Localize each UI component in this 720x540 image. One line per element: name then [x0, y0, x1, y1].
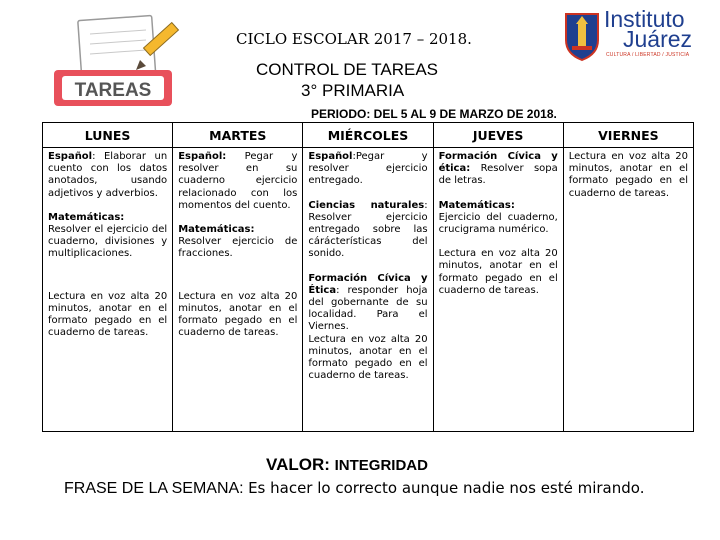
table-header-row [43, 123, 694, 148]
task-subject: Español [48, 151, 93, 162]
phrase-text: Es hacer lo correcto aunque nadie nos esté mirando. [248, 479, 645, 497]
task-text: : Resolver ejercicio entregado sobre las cárácterísticas del sonido. [308, 199, 428, 260]
task-text: Lectura en voz alta 20 minutos, anotar en el formato pegado en el cuaderno de tareas. [178, 290, 298, 339]
task-item [439, 248, 558, 297]
task-text: :Pegar y resolver ejercicio entregado. [308, 151, 428, 187]
cell-jueves [433, 148, 563, 432]
task-text: Resolver ejercicio de fracciones. [178, 236, 298, 260]
task-item [439, 200, 558, 237]
school-name-line2: Juárez [623, 26, 693, 52]
school-tagline: CULTURA / LIBERTAD / JUSTICIA [606, 52, 690, 58]
task-item [308, 334, 427, 383]
period-label: PERIODO: DEL 5 AL 9 DE MARZO DE 2018. [311, 107, 557, 121]
col-header-martes: MARTES [173, 123, 303, 148]
task-text: Pegar y resolver en su cuaderno ejercicio relacionado con los momentos del cuento. [178, 151, 298, 211]
task-text: Resolver sopa de letras. [438, 163, 558, 187]
task-item [308, 151, 427, 188]
task-item [48, 291, 167, 340]
phrase-label: FRASE DE LA SEMANA: [64, 480, 244, 497]
value-text: INTEGRIDAD [334, 457, 428, 474]
task-subject: Matemáticas: [178, 224, 255, 236]
task-text: Lectura en voz alta 20 minutos, anotar en el formato pegado en el cuaderno de tareas. [308, 333, 428, 382]
task-subject: Español: [178, 151, 227, 162]
tareas-logo [50, 14, 182, 110]
grade-label: 3° PRIMARIA [301, 81, 405, 100]
task-text: Lectura en voz alta 20 minutos, anotar en el formato pegado en el cuaderno de tareas. [438, 248, 558, 296]
cell-viernes [563, 148, 693, 432]
school-name-line1: Instituto [604, 6, 685, 32]
task-item [48, 212, 167, 261]
table-row [43, 148, 694, 432]
cell-martes [173, 148, 303, 432]
task-subject: Matemáticas: [438, 199, 515, 211]
value-of-week [266, 455, 428, 475]
task-subject: Español [308, 151, 353, 162]
task-item [178, 291, 297, 340]
task-item [48, 151, 167, 200]
task-subject: Matemáticas: [48, 211, 125, 223]
col-header-viernes: VIERNES [563, 123, 693, 148]
task-text: : Elaborar un cuento con los datos anotados, usando adjetivos y adverbios. [48, 151, 168, 199]
col-header-lunes: LUNES [43, 123, 173, 148]
task-item [308, 273, 427, 334]
task-item [439, 151, 558, 188]
task-text: Lectura en voz alta 20 minutos, anotar en el formato pegado en el cuaderno de tareas. [568, 151, 688, 199]
phrase-of-week [64, 479, 644, 498]
tareas-logo-text: TAREAS [74, 80, 152, 101]
school-crest-icon [562, 10, 602, 62]
col-header-miercoles: MIÉRCOLES [303, 123, 433, 148]
task-text: Ejercicio del cuaderno, crucigrama numérico. [438, 211, 558, 236]
school-year-title: CICLO ESCOLAR 2017 – 2018. [236, 30, 472, 48]
task-text: Lectura en voz alta 20 minutos, anotar en el formato pegado en el cuaderno de tareas. [48, 290, 168, 339]
homework-table [42, 122, 694, 432]
task-subject: Formación Cívica y Ética [308, 272, 428, 296]
task-subject: Formación Cívica y ética: [438, 151, 558, 175]
task-text: : responder hoja del gobernante de su localidad. Para el Viernes. [308, 284, 428, 333]
page-title: CONTROL DE TAREAS [256, 60, 438, 79]
task-text: Resolver el ejercicio del cuaderno, divisiones y multiplicaciones. [48, 224, 168, 260]
task-item [308, 200, 427, 261]
task-item [178, 224, 297, 261]
task-subject: Ciencias naturales [308, 199, 425, 211]
value-label: VALOR: [266, 455, 330, 474]
col-header-jueves: JUEVES [433, 123, 563, 148]
task-item [178, 151, 297, 212]
cell-miercoles [303, 148, 433, 432]
cell-lunes [43, 148, 173, 432]
